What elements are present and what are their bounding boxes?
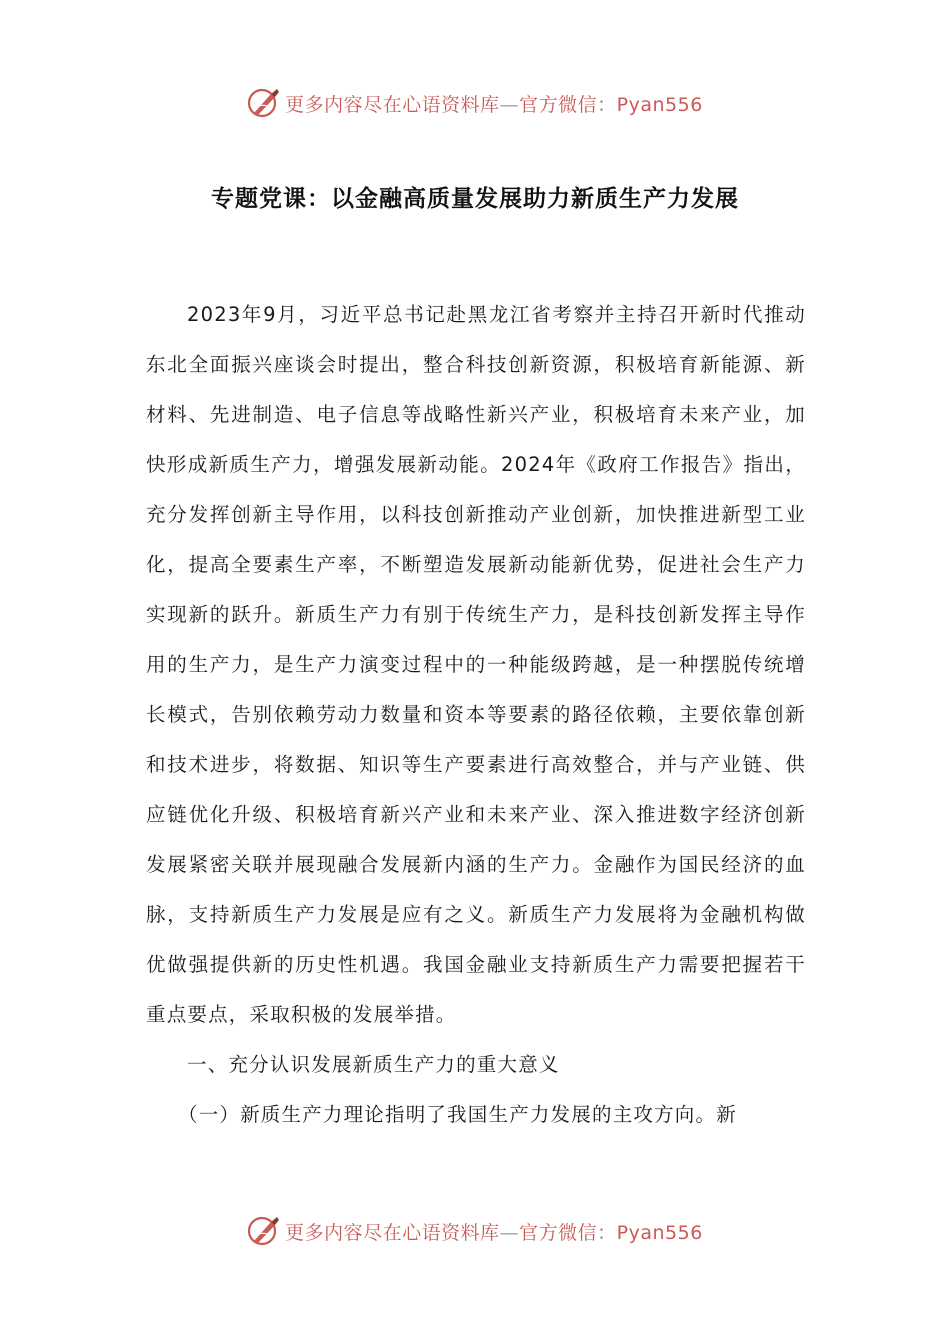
footer-watermark-banner bbox=[0, 1214, 950, 1248]
subsection-heading-1: （一）新质生产力理论指明了我国生产力发展的主攻方向。新 bbox=[178, 1103, 737, 1126]
banner-brand-text: 更多内容尽在心语资料库 bbox=[285, 93, 500, 116]
banner-separator: — bbox=[499, 1221, 520, 1244]
banner-separator: — bbox=[499, 93, 520, 116]
document-title: 专题党课：以金融高质量发展助力新质生产力发展 bbox=[211, 186, 739, 212]
banner-wechat-text: 官方微信：Pyan556 bbox=[519, 1221, 703, 1244]
document-body bbox=[146, 290, 806, 1140]
section-heading-1: 一、充分认识发展新质生产力的重大意义 bbox=[187, 1053, 560, 1076]
header-watermark-banner bbox=[0, 86, 950, 120]
pen-logo-icon bbox=[247, 86, 281, 120]
pen-logo-icon bbox=[247, 1214, 281, 1248]
banner-wechat-text: 官方微信：Pyan556 bbox=[519, 93, 703, 116]
paragraph-1: 2023年9月，习近平总书记赴黑龙江省考察并主持召开新时代推动东北全面振兴座谈会时提出，整合科技创新资源，积极培育新能源、新材料、先进制造、电子信息等战略性新兴产业，积极培育未来产业，加快形成新质生产力，增强发展新动能。2024年《政府工作报告》指出，充分发挥创新主导作用，以科技创新推动产业创新，加快推进新型工业化，提高全要素生产率，不断塑造发展新动能新优势，促进社会生产力实现新的跃升。新质生产力有别于传统生产力，是科技创新发挥主导作用的生产力，是生产力演变过程中的一种能级跨越，是一种摆脱传统增长模式，告别依赖劳动力数量和资本等要素的路径依赖，主要依靠创新和技术进步，将数据、知识等生产要素进行高效整合，并与产业链、供应链优化升级、积极培育新兴产业和未来产业、深入推进数字经济创新发展紧密关联并展现融合发展新内涵的生产力。金融作为国民经济的血脉，支持新质生产力发展是应有之义。新质生产力发展将为金融机构做优做强提供新的历史性机遇。我国金融业支持新质生产力需要把握若干重点要点，采取积极的发展举措。 bbox=[146, 303, 806, 1026]
banner-brand-text: 更多内容尽在心语资料库 bbox=[285, 1221, 500, 1244]
